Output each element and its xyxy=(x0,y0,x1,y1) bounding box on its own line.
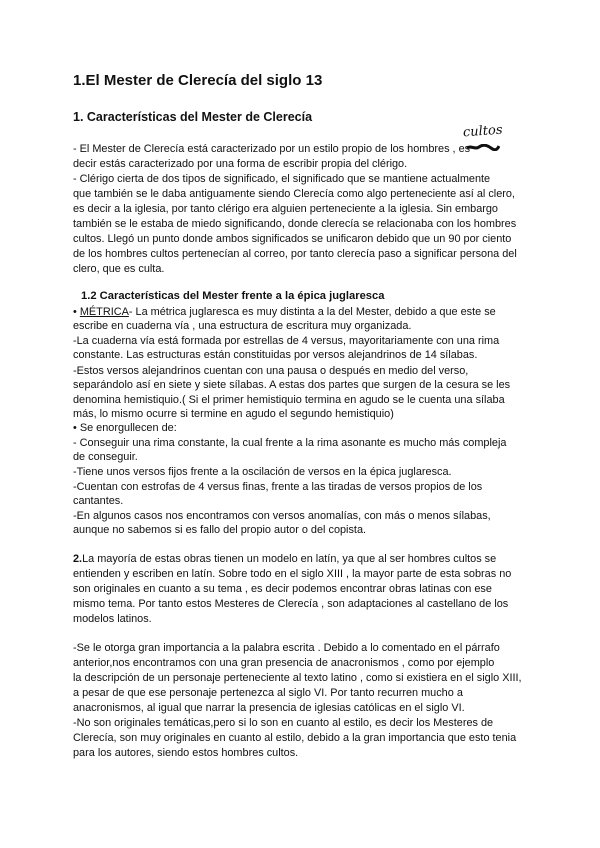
section-2-text: La mayoría de estas obras tienen un modelo en latín, ya que al ser hombres cultos se xyxy=(82,553,497,565)
section-1-2-heading: 1.2 Características del Mester frente a la épica juglaresca xyxy=(81,290,385,302)
paragraph-line: que también se le daba antiguamente siendo Clerecía como algo perteneciente así al clero, xyxy=(73,188,515,200)
paragraph-line: -Tiene unos versos fijos frente a la oscilación de versos en la épica juglaresca. xyxy=(73,466,452,478)
paragraph-line: escribe en cuaderna vía , una estructura de escritura muy organizada. xyxy=(73,320,412,332)
paragraph-line: -La cuaderna vía está formada por estrellas de 4 versus, mayoritariamente con una rima xyxy=(73,335,500,347)
paragraph-line: de los hombres cultos pertenecían al correo, por tanto clerecía paso a significar persona del xyxy=(73,248,517,260)
paragraph-line: anterior,nos encontramos con una gran presencia de anacronismos , como por ejemplo xyxy=(73,657,495,669)
paragraph-line: -En algunos casos nos encontramos con versos anomalías, con más o menos sílabas, xyxy=(73,510,491,522)
paragraph-line: constante. Las estructuras están constituidas por versos alejandrinos de 14 sílabas. xyxy=(73,349,478,361)
paragraph-line: Clerecía, son muy originales en cuanto al estilo, debido a la gran importancia que esto tenia xyxy=(73,732,517,744)
paragraph-line: también se le estaba de miedo significando, donde clerecía se relacionaba con los hombres xyxy=(73,218,517,230)
section-2-first-line xyxy=(73,552,496,566)
handwritten-annotation: cultos xyxy=(462,122,504,141)
paragraph-line: -Estos versos alejandrinos cuentan con una pausa o después en medio del verso, xyxy=(73,365,469,377)
paragraph-line: de conseguir. xyxy=(73,451,138,463)
paragraph-line: mismo tema. Por tanto estos Mesteres de Clerecía , son adaptaciones al castellano de los xyxy=(73,598,509,610)
paragraph-line: cantantes. xyxy=(73,495,124,507)
paragraph-line: separándolo así en siete y siete sílabas. A estas dos partes que surgen de la cesura se les xyxy=(73,379,511,391)
paragraph-line: para los autores, siendo estos hombres cultos. xyxy=(73,747,299,759)
paragraph-line: cultos. Llegó un punto donde ambos significados se unificaron debido que un 90 por ciento xyxy=(73,233,512,245)
paragraph-line: -No son originales temáticas,pero si lo son en cuanto al estilo, es decir los Mesteres de xyxy=(73,717,494,729)
paragraph-line: denomina hemistiquio.( Si el primer hemistiquio termina en agudo se le cuenta una sílaba xyxy=(73,394,505,406)
paragraph-line: - Conseguir una rima constante, la cual frente a la rima asonante es mucho más compleja xyxy=(73,437,507,449)
paragraph-line: • Se enorgullecen de: xyxy=(73,422,177,434)
paragraph-line: -Se le otorga gran importancia a la palabra escrita . Debido a lo comentado en el párrafo xyxy=(73,642,500,654)
document-title: 1.El Mester de Clerecía del siglo 13 xyxy=(73,72,323,89)
paragraph-line: - Clérigo cierta de dos tipos de significado, el significado que se mantiene actualmente xyxy=(73,173,491,185)
paragraph-line: más, lo mismo ocurre si termine en agudo el segundo hemistiquio) xyxy=(73,408,394,420)
strikethrough-scribble xyxy=(466,144,500,151)
paragraph-line: son originales en cuanto a su tema , es decir podemos encontrar obras latinas con ese xyxy=(73,583,492,595)
paragraph-line: modelos latinos. xyxy=(73,613,152,625)
paragraph-line: anacronismos, al igual que narrar la presencia de iglesias católicas en el siglo VI. xyxy=(73,702,465,714)
metrica-label: MÉTRICA xyxy=(79,306,129,318)
metrica-text: - La métrica juglaresca es muy distinta a la del Mester, debido a que este se xyxy=(128,306,496,318)
bullet: • xyxy=(73,306,80,318)
paragraph-line: -Cuentan con estrofas de 4 versus finas, frente a las tiradas de versos propios de los xyxy=(73,481,483,493)
paragraph-line: a pesar de que ese personaje pertenezca al siglo VI. Por tanto recurren mucho a xyxy=(73,687,463,699)
paragraph-line: - El Mester de Clerecía está caracterizado por un estilo propio de los hombres , es xyxy=(73,143,471,155)
paragraph-line: es decir a la iglesia, por tanto clérigo era alguien perteneciente a la iglesia. Sin embargo xyxy=(73,203,498,215)
paragraph-line: decir estás caracterizado por una forma de escribir propia del clérigo. xyxy=(73,158,408,170)
section-1-heading: 1. Características del Mester de Clerecía xyxy=(73,110,313,124)
paragraph-line: clero, que es culta. xyxy=(73,263,165,275)
section-2-number: 2. xyxy=(73,553,83,565)
paragraph-line: la descripción de un personaje perteneciente al texto latino , como si existiera en el siglo XIII, xyxy=(73,672,522,684)
paragraph-line: entienden y escriben en latín. Sobre todo en el siglo XIII , la mayor parte de esta sobras no xyxy=(73,568,512,580)
paragraph-line: aunque no sabemos si es fallo del propio autor o del copista. xyxy=(73,524,367,536)
metrica-line xyxy=(73,305,496,319)
